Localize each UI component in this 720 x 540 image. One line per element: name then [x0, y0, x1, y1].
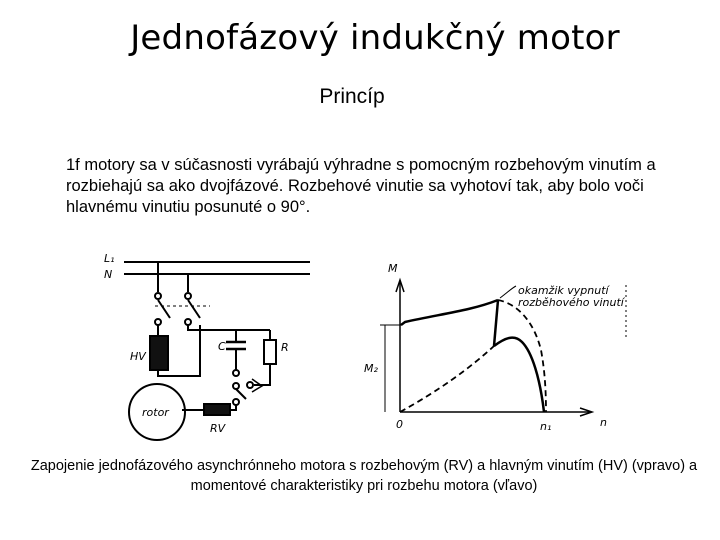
- annotation-line-1: okamžik vypnutí: [518, 284, 609, 297]
- continued-torque-curve: [498, 300, 546, 412]
- start-torque-curve: [401, 300, 498, 325]
- y-axis-label: M: [388, 262, 398, 275]
- slide-title: Jednofázový indukčný motor: [130, 18, 620, 58]
- start-winding-label: RV: [210, 422, 226, 435]
- selector-blade: [236, 389, 246, 399]
- line-label: L₁: [104, 252, 115, 265]
- main-torque-curve: [494, 338, 544, 412]
- switch-blade: [158, 300, 170, 318]
- figure-caption: Zapojenie jednofázového asynchrónneho motora s rozbehovým (RV) a hlavným vinutím (HV) (vpravo) a momentové charakteristiky pri rozbehu motora (vľavo): [30, 458, 698, 494]
- selector-contact: [233, 383, 239, 389]
- body-paragraph: 1f motory sa v súčasnosti vyrábajú výhradne s pomocným rozbehovým vinutím a rozbiehajú sa ako dvojfázové. Rozbehové vinutie sa vyhotoví tak, aby bolo voči hlavnému vinutiu posunuté o 90°.: [66, 156, 656, 216]
- switch-contact: [185, 293, 191, 299]
- switch-contact: [155, 319, 161, 325]
- slide-subtitle: Princíp: [319, 85, 385, 108]
- annotation-line-2: rozběhového vinutí: [518, 296, 624, 309]
- annotation-leader: [500, 286, 516, 298]
- selector-contact: [247, 382, 253, 388]
- switch-off-drop: [494, 300, 498, 346]
- neutral-label: N: [104, 268, 113, 281]
- main-only-start-curve: [400, 346, 494, 412]
- capacitor-label: C: [218, 340, 226, 353]
- speed-label: n₁: [540, 420, 552, 433]
- resistor: [264, 340, 276, 364]
- switch-blade: [188, 300, 200, 318]
- switch-contact: [185, 319, 191, 325]
- selector-contact: [233, 399, 239, 405]
- selector-contact: [233, 370, 239, 376]
- origin-label: 0: [396, 418, 403, 431]
- rotor-label: rotor: [142, 406, 169, 419]
- main-winding: [150, 336, 168, 370]
- switch-contact: [155, 293, 161, 299]
- torque-level-label: M₂: [364, 362, 378, 375]
- resistor-label: R: [281, 341, 289, 354]
- main-winding-label: HV: [130, 350, 146, 363]
- x-axis-label: n: [600, 416, 607, 429]
- start-winding: [204, 404, 230, 415]
